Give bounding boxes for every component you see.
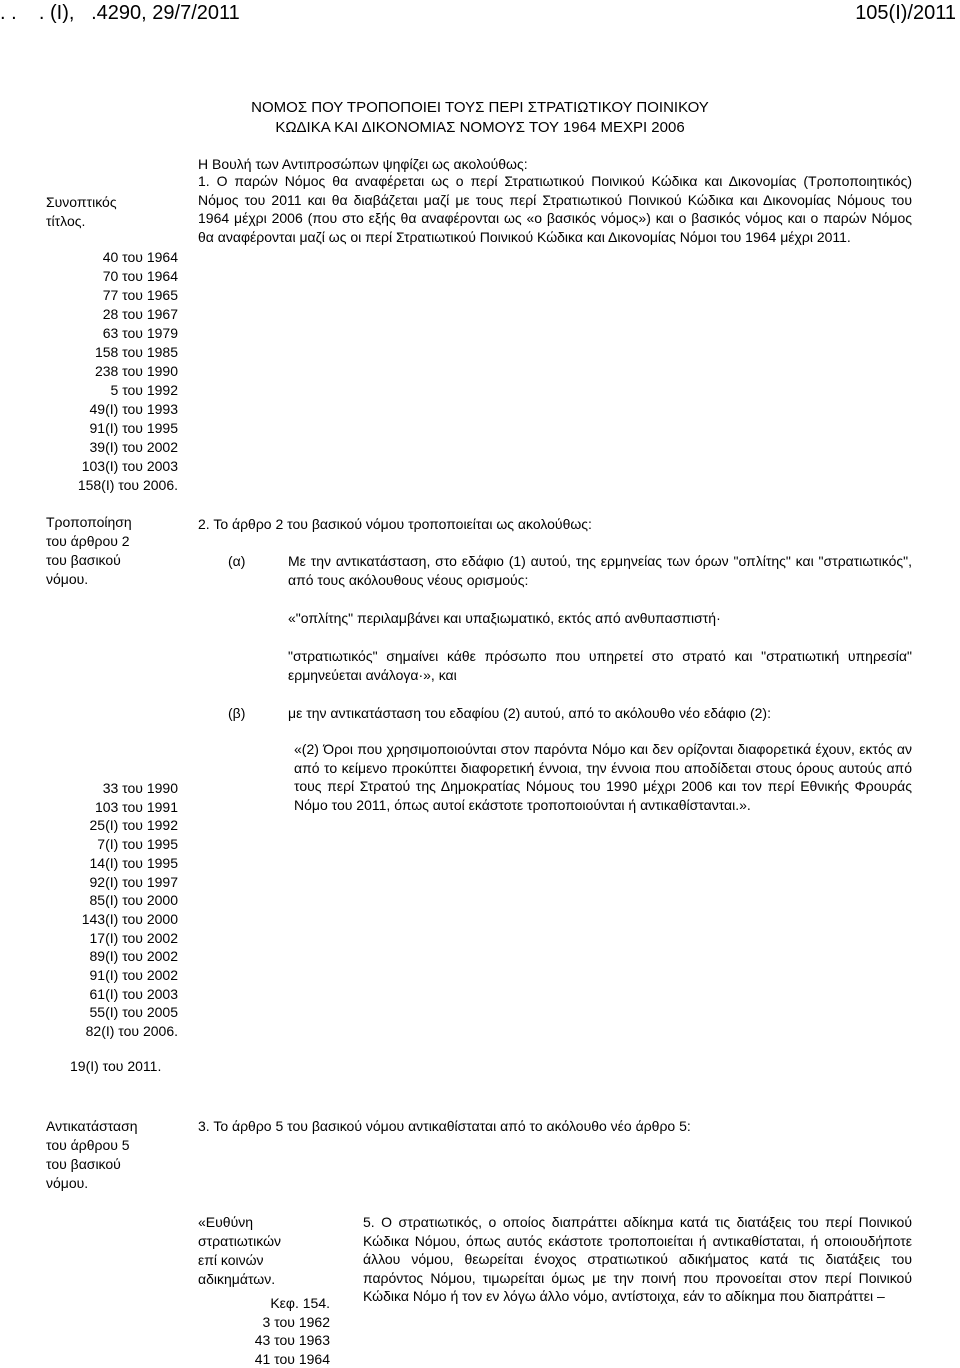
margin-law-ref: 91(Ι) του 1995 bbox=[46, 419, 178, 438]
margin-line: τίτλος. bbox=[46, 212, 178, 231]
margin-line: Συνοπτικός bbox=[46, 193, 178, 212]
clause-b-text: με την αντικατάσταση του εδαφίου (2) αυτού, από το ακόλουθο νέο εδάφιο (2): bbox=[288, 704, 771, 723]
margin-law-ref: 55(Ι) του 2005 bbox=[46, 1003, 178, 1022]
definition-stratiotikos: "στρατιωτικός" σημαίνει κάθε πρόσωπο που υπηρετεί στο στρατό και "στρατιωτική υπηρεσία" ερμηνεύεται ανάλογα·», και bbox=[288, 647, 912, 685]
margin-law-ref: 33 του 1990 bbox=[46, 779, 178, 798]
margin-laws-list-3 bbox=[208, 1294, 330, 1368]
margin-line: του βασικού bbox=[46, 1155, 178, 1174]
clause-a-label: (α) bbox=[228, 552, 245, 571]
margin-line: επί κοινών bbox=[198, 1251, 338, 1270]
margin-laws-list-1 bbox=[46, 248, 178, 495]
margin-law-ref: 5 του 1992 bbox=[46, 381, 178, 400]
section-2-intro: 2. Το άρθρο 2 του βασικού νόμου τροποποιείται ως ακολούθως: bbox=[198, 515, 592, 534]
margin-short-title bbox=[46, 193, 178, 231]
margin-law-ref: 7(Ι) του 1995 bbox=[46, 835, 178, 854]
gazette-header-left: . . . (Ι), .4290, 29/7/2011 bbox=[0, 0, 240, 26]
margin-line: στρατιωτικών bbox=[198, 1232, 338, 1251]
margin-line: του βασικού bbox=[46, 551, 178, 570]
margin-law-ref: 70 του 1964 bbox=[46, 267, 178, 286]
margin-replace-section-5 bbox=[46, 1117, 178, 1193]
margin-law-ref: 77 του 1965 bbox=[46, 286, 178, 305]
margin-line: νόμου. bbox=[46, 1174, 178, 1193]
section-3-text: 3. Το άρθρο 5 του βασικού νόμου αντικαθίσταται από το ακόλουθο νέο άρθρο 5: bbox=[198, 1117, 691, 1136]
new-section-5-text: 5. Ο στρατιωτικός, ο οποίος διαπράττει αδίκημα κατά τις διατάξεις του περί Ποινικού Κώδικα Νόμου, όπως αυτός εκάστοτε τροποποιείται ή αντικαθίσταται, ή οποιουδήποτε άλλου νόμου, θεωρείται ένοχος στρατιωτικού αδικήματος κατά τις διατάξεις του παρόντος Νόμου, τιμωρείται όμως με την ποινή που προνοείται στον περί Ποινικού Κώδικα Νόμο ή τον εν λόγω άλλο νόμο, αντίστοιχα, εάν το αδίκημα που διαπράττει – bbox=[363, 1213, 912, 1306]
margin-law-ref: 82(Ι) του 2006. bbox=[46, 1022, 178, 1041]
margin-law-ref: 238 του 1990 bbox=[46, 362, 178, 381]
law-number: 105(I)/2011 bbox=[855, 0, 956, 26]
margin-law-ref: 43 του 1963 bbox=[208, 1331, 330, 1350]
margin-law-ref: 158 του 1985 bbox=[46, 343, 178, 362]
margin-law-ref: 41 του 1964 bbox=[208, 1350, 330, 1368]
margin-line: «Ευθύνη bbox=[198, 1213, 338, 1232]
clause-b-label: (β) bbox=[228, 704, 245, 723]
margin-line: του άρθρου 5 bbox=[46, 1136, 178, 1155]
margin-law-ref: 63 του 1979 bbox=[46, 324, 178, 343]
margin-law-ref: 17(Ι) του 2002 bbox=[46, 929, 178, 948]
margin-line: αδικημάτων. bbox=[198, 1270, 338, 1289]
margin-law-ref: 158(Ι) του 2006. bbox=[46, 476, 178, 495]
margin-law-ref: 92(Ι) του 1997 bbox=[46, 873, 178, 892]
margin-law-ref: 28 του 1967 bbox=[46, 305, 178, 324]
margin-amend-section-2 bbox=[46, 513, 178, 589]
law-title-line: ΝΟΜΟΣ ΠΟΥ ΤΡΟΠΟΠΟΙΕΙ ΤΟΥΣ ΠΕΡΙ ΣΤΡΑΤΙΩΤΙΚΟΥ ΠΟΙΝΙΚΟΥ bbox=[0, 98, 960, 118]
margin-law-ref: 103 του 1991 bbox=[46, 798, 178, 817]
margin-line: Αντικατάσταση bbox=[46, 1117, 178, 1136]
enacting-formula: Η Βουλή των Αντιπροσώπων ψηφίζει ως ακολούθως: bbox=[198, 155, 528, 174]
margin-law-ref: 91(Ι) του 2002 bbox=[46, 966, 178, 985]
margin-law-ref: 61(Ι) του 2003 bbox=[46, 985, 178, 1004]
margin-law-ref: 89(Ι) του 2002 bbox=[46, 947, 178, 966]
margin-line: του άρθρου 2 bbox=[46, 532, 178, 551]
margin-law-ref: Κεφ. 154. bbox=[208, 1294, 330, 1313]
section-1-text: 1. Ο παρών Νόμος θα αναφέρεται ως ο περί Στρατιωτικού Ποινικού Κώδικα και Δικονομίας (Τροποποιητικός) Νόμος του 2011 και θα διαβάζεται μαζί με τους περί Στρατιωτικού Ποινικού Κώδικα και Δικονομίας Νόμους του 1964 μέχρι 2006 (που στο εξής θα αναφέρονται ως «ο βασικός νόμος») και ο βασικός νόμος και ο παρών Νόμος θα αναφέρονται μαζί ως οι περί Στρατιωτικού Ποινικού Κώδικα και Δικονομίας Νόμοι του 1964 μέχρι 2011. bbox=[198, 172, 912, 246]
margin-law-ref: 25(Ι) του 1992 bbox=[46, 816, 178, 835]
margin-line: νόμου. bbox=[46, 570, 178, 589]
margin-law-ref: 143(Ι) του 2000 bbox=[46, 910, 178, 929]
margin-law-ref: 49(Ι) του 1993 bbox=[46, 400, 178, 419]
margin-line: Τροποποίηση bbox=[46, 513, 178, 532]
clause-a-text: Με την αντικατάσταση, στο εδάφιο (1) αυτού, της ερμηνείας των όρων "οπλίτης" και "στρατιωτικός", από τους ακόλουθους νέους ορισμούς: bbox=[288, 552, 912, 590]
margin-new-section-5-title bbox=[198, 1213, 338, 1289]
margin-law-ref: 39(Ι) του 2002 bbox=[46, 438, 178, 457]
margin-law-ref: 85(Ι) του 2000 bbox=[46, 891, 178, 910]
margin-law-ref: 14(Ι) του 1995 bbox=[46, 854, 178, 873]
margin-law-ref: 103(Ι) του 2003 bbox=[46, 457, 178, 476]
law-title-line: ΚΩΔΙΚΑ ΚΑΙ ΔΙΚΟΝΟΜΙΑΣ ΝΟΜΟΥΣ ΤΟΥ 1964 ΜΕΧΡΙ 2006 bbox=[0, 118, 960, 138]
new-subsection-2: «(2) Όροι που χρησιμοποιούνται στον παρόντα Νόμο και δεν ορίζονται διαφορετικά έχουν, εκτός αν από το κείμενο προκύπτει διαφορετική έννοια, την έννοια που αποδίδεται στους όρους αυτούς από τους περί Στρατού της Δημοκρατίας Νόμους του 1990 μέχρι 2006 και τον περί Εθνικής Φρουράς Νόμο του 2011, όπως αυτοί εκάστοτε τροποποιούνται ή αντικαθίστανται.». bbox=[294, 740, 912, 814]
law-title bbox=[0, 98, 960, 138]
definition-oplitis: «"οπλίτης" περιλαμβάνει και υπαξιωματικό, εκτός από ανθυπασπιστή· bbox=[288, 609, 721, 628]
margin-law-2011: 19(Ι) του 2011. bbox=[70, 1057, 161, 1076]
margin-laws-list-2 bbox=[46, 779, 178, 1041]
margin-law-ref: 3 του 1962 bbox=[208, 1313, 330, 1332]
margin-law-ref: 40 του 1964 bbox=[46, 248, 178, 267]
